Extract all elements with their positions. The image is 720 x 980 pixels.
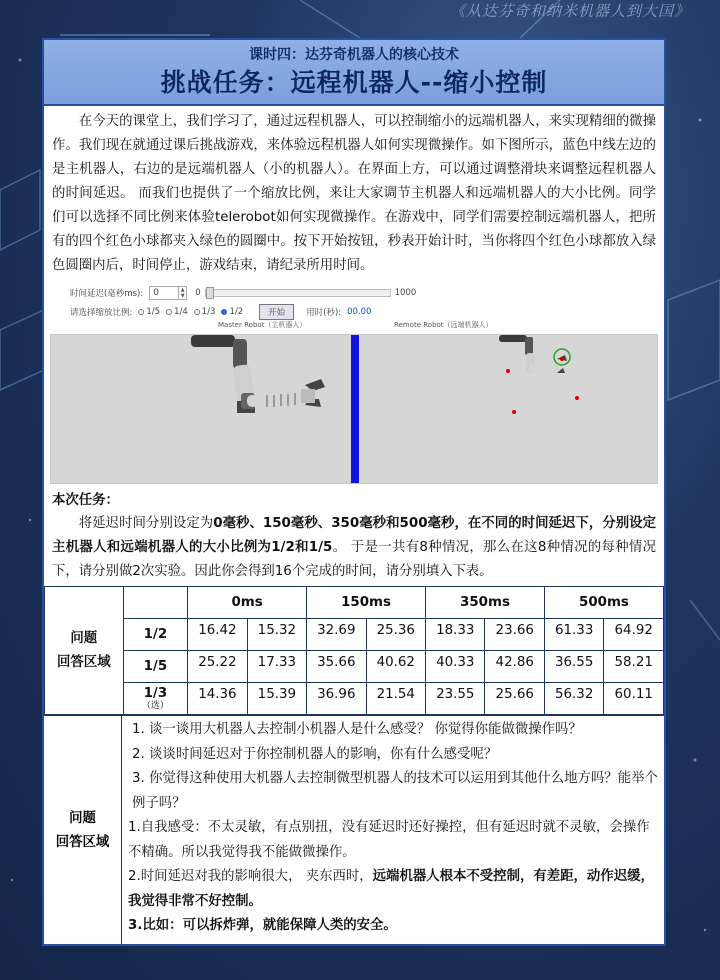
scale-option-1-2[interactable] — [221, 307, 243, 317]
qa-content — [122, 716, 664, 945]
answer-2-bold: 远端机器人根本不受控制，有差距，动作迟缓，我觉得非常不好控制。 — [128, 869, 654, 909]
task-text-bold: 0毫秒、150毫秒、350毫秒和500毫秒，在不同的时间延迟下，分别设定主机器人和远端机器人的大小比例为1/2和1/5 — [52, 516, 657, 555]
qa-label-cell — [45, 587, 124, 715]
qa-label-cell — [44, 716, 122, 945]
red-ball[interactable] — [560, 357, 564, 361]
header-350ms: 350ms — [426, 587, 545, 619]
ratio-cell: 1/2 — [123, 619, 188, 651]
question-1: 1. 谈一谈用大机器人去控制小机器人是什么感受？ 你觉得你能做微操作吗？ — [132, 722, 582, 737]
game-controls — [44, 278, 664, 334]
qa-section — [44, 715, 664, 945]
time-cell[interactable]: 60.11 — [604, 683, 664, 715]
blue-center-line — [351, 335, 359, 483]
remote-robot-arm — [499, 335, 567, 373]
delay-slider[interactable] — [205, 289, 391, 297]
task-paragraph — [44, 512, 664, 584]
results-table — [44, 586, 664, 715]
time-cell[interactable]: 18.33 — [426, 619, 485, 651]
time-cell[interactable]: 35.66 — [307, 651, 366, 683]
answer-2[interactable] — [128, 865, 658, 914]
scale-option-1-5[interactable] — [138, 307, 160, 317]
task-text-tail: 。 于是一共有8种情况，那么在这8种情况的每种情况下，请分别做2次实验。因此你会得到16个完成的时间，请分别填入下表。 — [52, 540, 656, 579]
header-glow-line — [60, 34, 210, 36]
answer-1[interactable]: 1.自我感受：不太灵敏，有点别扭，没有延迟时还好操控，但有延迟时就不灵敏，会操作不精确。所以我觉得我不能做微操作。 — [128, 820, 650, 860]
header-0ms: 0ms — [188, 587, 307, 619]
radio-selected-icon — [221, 309, 227, 315]
time-cell[interactable]: 36.55 — [544, 651, 603, 683]
delay-row — [70, 286, 416, 300]
lesson-title: 课时四：达芬奇机器人的核心技术 — [249, 47, 459, 63]
time-cell[interactable]: 32.69 — [307, 619, 366, 651]
scale-option-1-4[interactable] — [166, 307, 188, 317]
answer-2-text: 2.时间延迟对我的影响很大， 夹东西时， — [128, 869, 373, 884]
task-text: 将延迟时间分别设定为 — [78, 516, 214, 531]
scale-label: 请选择缩放比例: — [70, 308, 133, 318]
qa-label-line1: 问题 — [69, 810, 96, 826]
scale-option-label: 1/4 — [174, 307, 188, 317]
time-cell[interactable]: 36.96 — [307, 683, 366, 715]
intro-paragraph: 在今天的课堂上，我们学习了，通过远程机器人，可以控制缩小的远端机器人，来实现精细的微操作。我们现在就通过课后挑战游戏，来体验远程机器人如何实现微操作。如下图所示，蓝色中线左边的是主机器人，右边的是远端机器人（小的机器人）。在界面上方，可以通过调整滑块来调整远程机器人的时间延迟。 而我们也提供了一个缩放比例，来让大家调节主机器人和远端机器人的大小比例。同学们可以选择不同比例来体验telerobot如何实现微操作。在游戏中，同学们需要控制远端机器人，把所有的四个红色小球都夹入绿色的圆圈中。按下开始按钮，秒表开始计时，当你将四个红色小球都放入绿色圆圈内后，时间停止，游戏结束，请纪录所用时间。 — [52, 114, 656, 273]
question-2: 2. 谈谈时间延迟对于你控制机器人的影响，你有什么感受呢？ — [132, 746, 498, 762]
slider-max-label: 1000 — [394, 288, 417, 298]
ratio-cell — [123, 683, 188, 715]
scale-option-label: 1/5 — [146, 307, 161, 317]
time-cell[interactable]: 64.92 — [604, 619, 664, 651]
red-ball[interactable] — [575, 396, 579, 400]
table-row — [45, 683, 664, 715]
timer-value: 00.00 — [347, 307, 372, 317]
ratio-optional-note: （选） — [141, 701, 169, 711]
radio-icon — [138, 309, 144, 315]
delay-input[interactable]: 0 — [149, 286, 179, 300]
scale-option-label: 1/3 — [201, 307, 216, 317]
red-ball[interactable] — [512, 410, 516, 414]
time-cell[interactable]: 61.33 — [544, 619, 603, 651]
header-150ms: 150ms — [307, 587, 426, 619]
qa-label-line1: 问题 — [70, 630, 98, 646]
time-cell[interactable]: 56.32 — [544, 683, 603, 715]
scale-option-label: 1/2 — [229, 307, 244, 317]
time-cell[interactable]: 21.54 — [366, 683, 425, 715]
master-robot-arm — [191, 335, 325, 413]
time-cell[interactable]: 25.36 — [366, 619, 425, 651]
time-cell[interactable]: 17.33 — [247, 651, 306, 683]
worksheet-header — [44, 40, 664, 106]
table-row — [45, 619, 664, 651]
time-cell[interactable]: 15.32 — [247, 619, 306, 651]
table-row — [45, 651, 664, 683]
header-500ms: 500ms — [544, 587, 663, 619]
qa-label-line2: 回答区域 — [57, 654, 111, 670]
corner-cell — [123, 587, 188, 619]
delay-label: 时间延迟(毫秒ms): — [70, 289, 144, 299]
time-cell[interactable]: 58.21 — [604, 651, 664, 683]
scale-option-1-3[interactable] — [194, 307, 216, 317]
time-cell[interactable]: 25.22 — [188, 651, 247, 683]
radio-icon — [166, 309, 172, 315]
time-cell[interactable]: 40.62 — [366, 651, 425, 683]
ratio-value: 1/3 — [143, 686, 168, 701]
task-heading: 本次任务： — [52, 493, 119, 508]
scale-row — [70, 304, 371, 320]
remote-robot-label: Remote Robot（远端机器人） — [394, 321, 493, 329]
page-title: 挑战任务：远程机器人--缩小控制 — [160, 68, 548, 97]
radio-icon — [194, 309, 200, 315]
time-cell[interactable]: 25.66 — [485, 683, 544, 715]
timer-label: 用时(秒): — [306, 308, 342, 318]
red-ball[interactable] — [506, 369, 510, 373]
time-cell[interactable]: 23.66 — [485, 619, 544, 651]
start-button[interactable]: 开始 — [259, 304, 294, 320]
time-cell[interactable]: 42.86 — [485, 651, 544, 683]
answer-3-bold: 3.比如：可以拆炸弹，就能保障人类的安全。 — [128, 918, 397, 933]
top-caption: 《从达芬奇和纳米机器人到大国》 — [449, 2, 690, 20]
qa-label-line2: 回答区域 — [55, 834, 110, 850]
slider-thumb[interactable] — [206, 287, 214, 299]
worksheet-card — [42, 38, 666, 946]
ratio-cell: 1/5 — [123, 651, 188, 683]
time-cell[interactable]: 23.55 — [426, 683, 485, 715]
delay-spinner[interactable]: ▲ ▼ — [179, 286, 187, 300]
answer-3[interactable] — [128, 914, 658, 939]
time-cell[interactable]: 15.39 — [247, 683, 306, 715]
question-3: 3. 你觉得这种使用大机器人去控制微型机器人的技术可以运用到其他什么地方吗？能举个例子吗？ — [132, 771, 658, 811]
slider-min-label: 0 — [195, 288, 201, 298]
game-canvas[interactable] — [50, 334, 658, 484]
master-robot-label: Master Robot（主机器人） — [218, 321, 307, 329]
time-cell[interactable]: 16.42 — [188, 619, 247, 651]
time-cell[interactable]: 14.36 — [188, 683, 247, 715]
time-cell[interactable]: 40.33 — [426, 651, 485, 683]
